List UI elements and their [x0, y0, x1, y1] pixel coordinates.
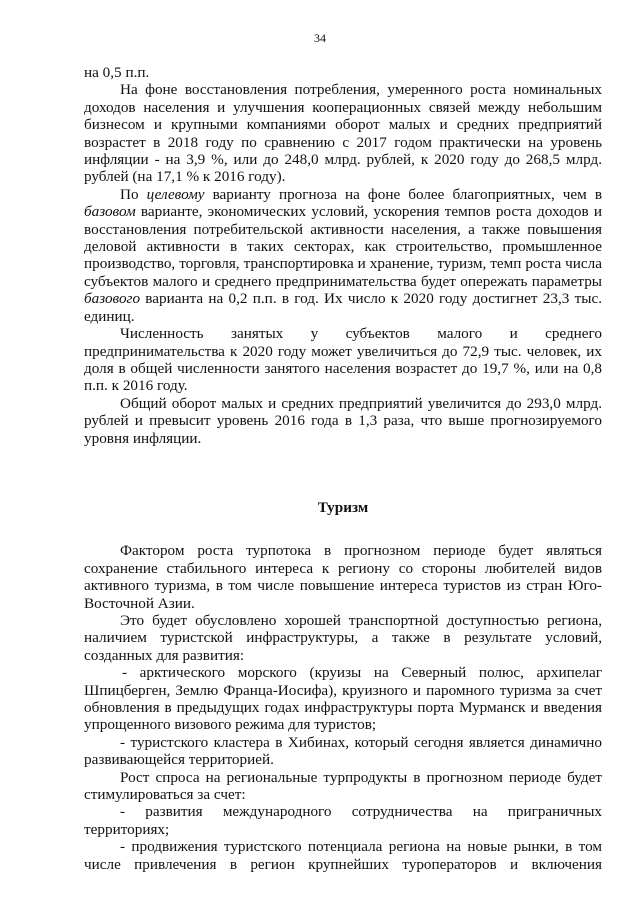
text-run: варианту прогноза на фоне более благоприятных, чем в [204, 185, 602, 203]
paragraph-employment: Численность занятых у субъектов малого и среднего предпринимательства к 2020 году может увеличиться до 72,9 тыс. человек, их доля в общей численности занятого населения возрастет до 19,7 %, или на 0,8 п.п. к 2016 году. [84, 325, 602, 395]
italic-term: базового [84, 290, 141, 308]
paragraph-demand: Рост спроса на региональные турпродукты в прогнозном периоде будет стимулироваться за счет: [84, 768, 602, 804]
italic-term: базовом [84, 203, 136, 221]
page-number: 34 [314, 31, 326, 45]
list-item-promotion: - продвижения туристского потенциала региона на новые рынки, в том числе привлечения в регион крупнейших туроператоров и включения [84, 838, 602, 873]
paragraph-total-turnover: Общий оборот малых и средних предприятий увеличится до 293,0 млрд. рублей и превысит уровень 2016 года в 1,3 раза, что выше прогнозируемого уровня инфляции. [84, 394, 602, 447]
paragraph-transport: Это будет обусловлено хорошей транспортной доступностью региона, наличием туристской инфраструктуры, а также в результате условий, созданных для развития: [84, 611, 602, 664]
text-run: По [120, 185, 147, 203]
paragraph-continuation: на 0,5 п.п. [84, 64, 150, 81]
spacer [84, 516, 602, 542]
document-body [84, 64, 602, 873]
list-item-khibiny: - туристского кластера в Хибинах, который сегодня является динамично развивающейся территорией. [84, 733, 602, 769]
list-item-cooperation: - развития международного сотрудничества на приграничных территориях; [84, 803, 602, 838]
paragraph-target-variant [84, 186, 602, 325]
list-item-arctic: - арктического морского (круизы на Северный полюс, архипелаг Шпицберген, Землю Франца-Иосифа), круизного и паромного туризма за счет обновления в предыдущих годах инфраструктуры порта Мурманск и введения упрощенного визового режима для туристов; [84, 664, 602, 734]
spacer [84, 447, 602, 499]
italic-term: целевому [146, 185, 205, 203]
paragraph-turnover: На фоне восстановления потребления, умеренного роста номинальных доходов населения и улучшения кооперационных связей между небольшим бизнесом и крупными компаниями оборот малых и средних предприятий возрастет в 2018 году по сравнению с 2017 годом практически на уровень инфляции - на 3,9 %, или до 248,0 млрд. рублей, к 2020 году до 268,5 млрд. рублей (на 17,1 % к 2016 году). [84, 81, 602, 186]
text-run: варианта на 0,2 п.п. в год. Их число к 2020 году достигнет 23,3 тыс. единиц. [84, 290, 602, 325]
text-run: варианте, экономических условий, ускорения темпов роста доходов и восстановления потребительской активности населения, а также повышения деловой активности в таких секторах, как строительство, промышленное производство, торговля, транспортировка и хранение, туризм, темп роста числа субъектов малого и среднего предпринимательства будет опережать параметры [84, 203, 602, 290]
paragraph-tourism-growth: Фактором роста турпотока в прогнозном периоде будет являться сохранение стабильного интереса к региону со стороны любителей видов активного туризма, в том числе повышение интереса туристов из стран Юго-Восточной Азии. [84, 542, 602, 612]
section-heading: Туризм [317, 498, 369, 516]
